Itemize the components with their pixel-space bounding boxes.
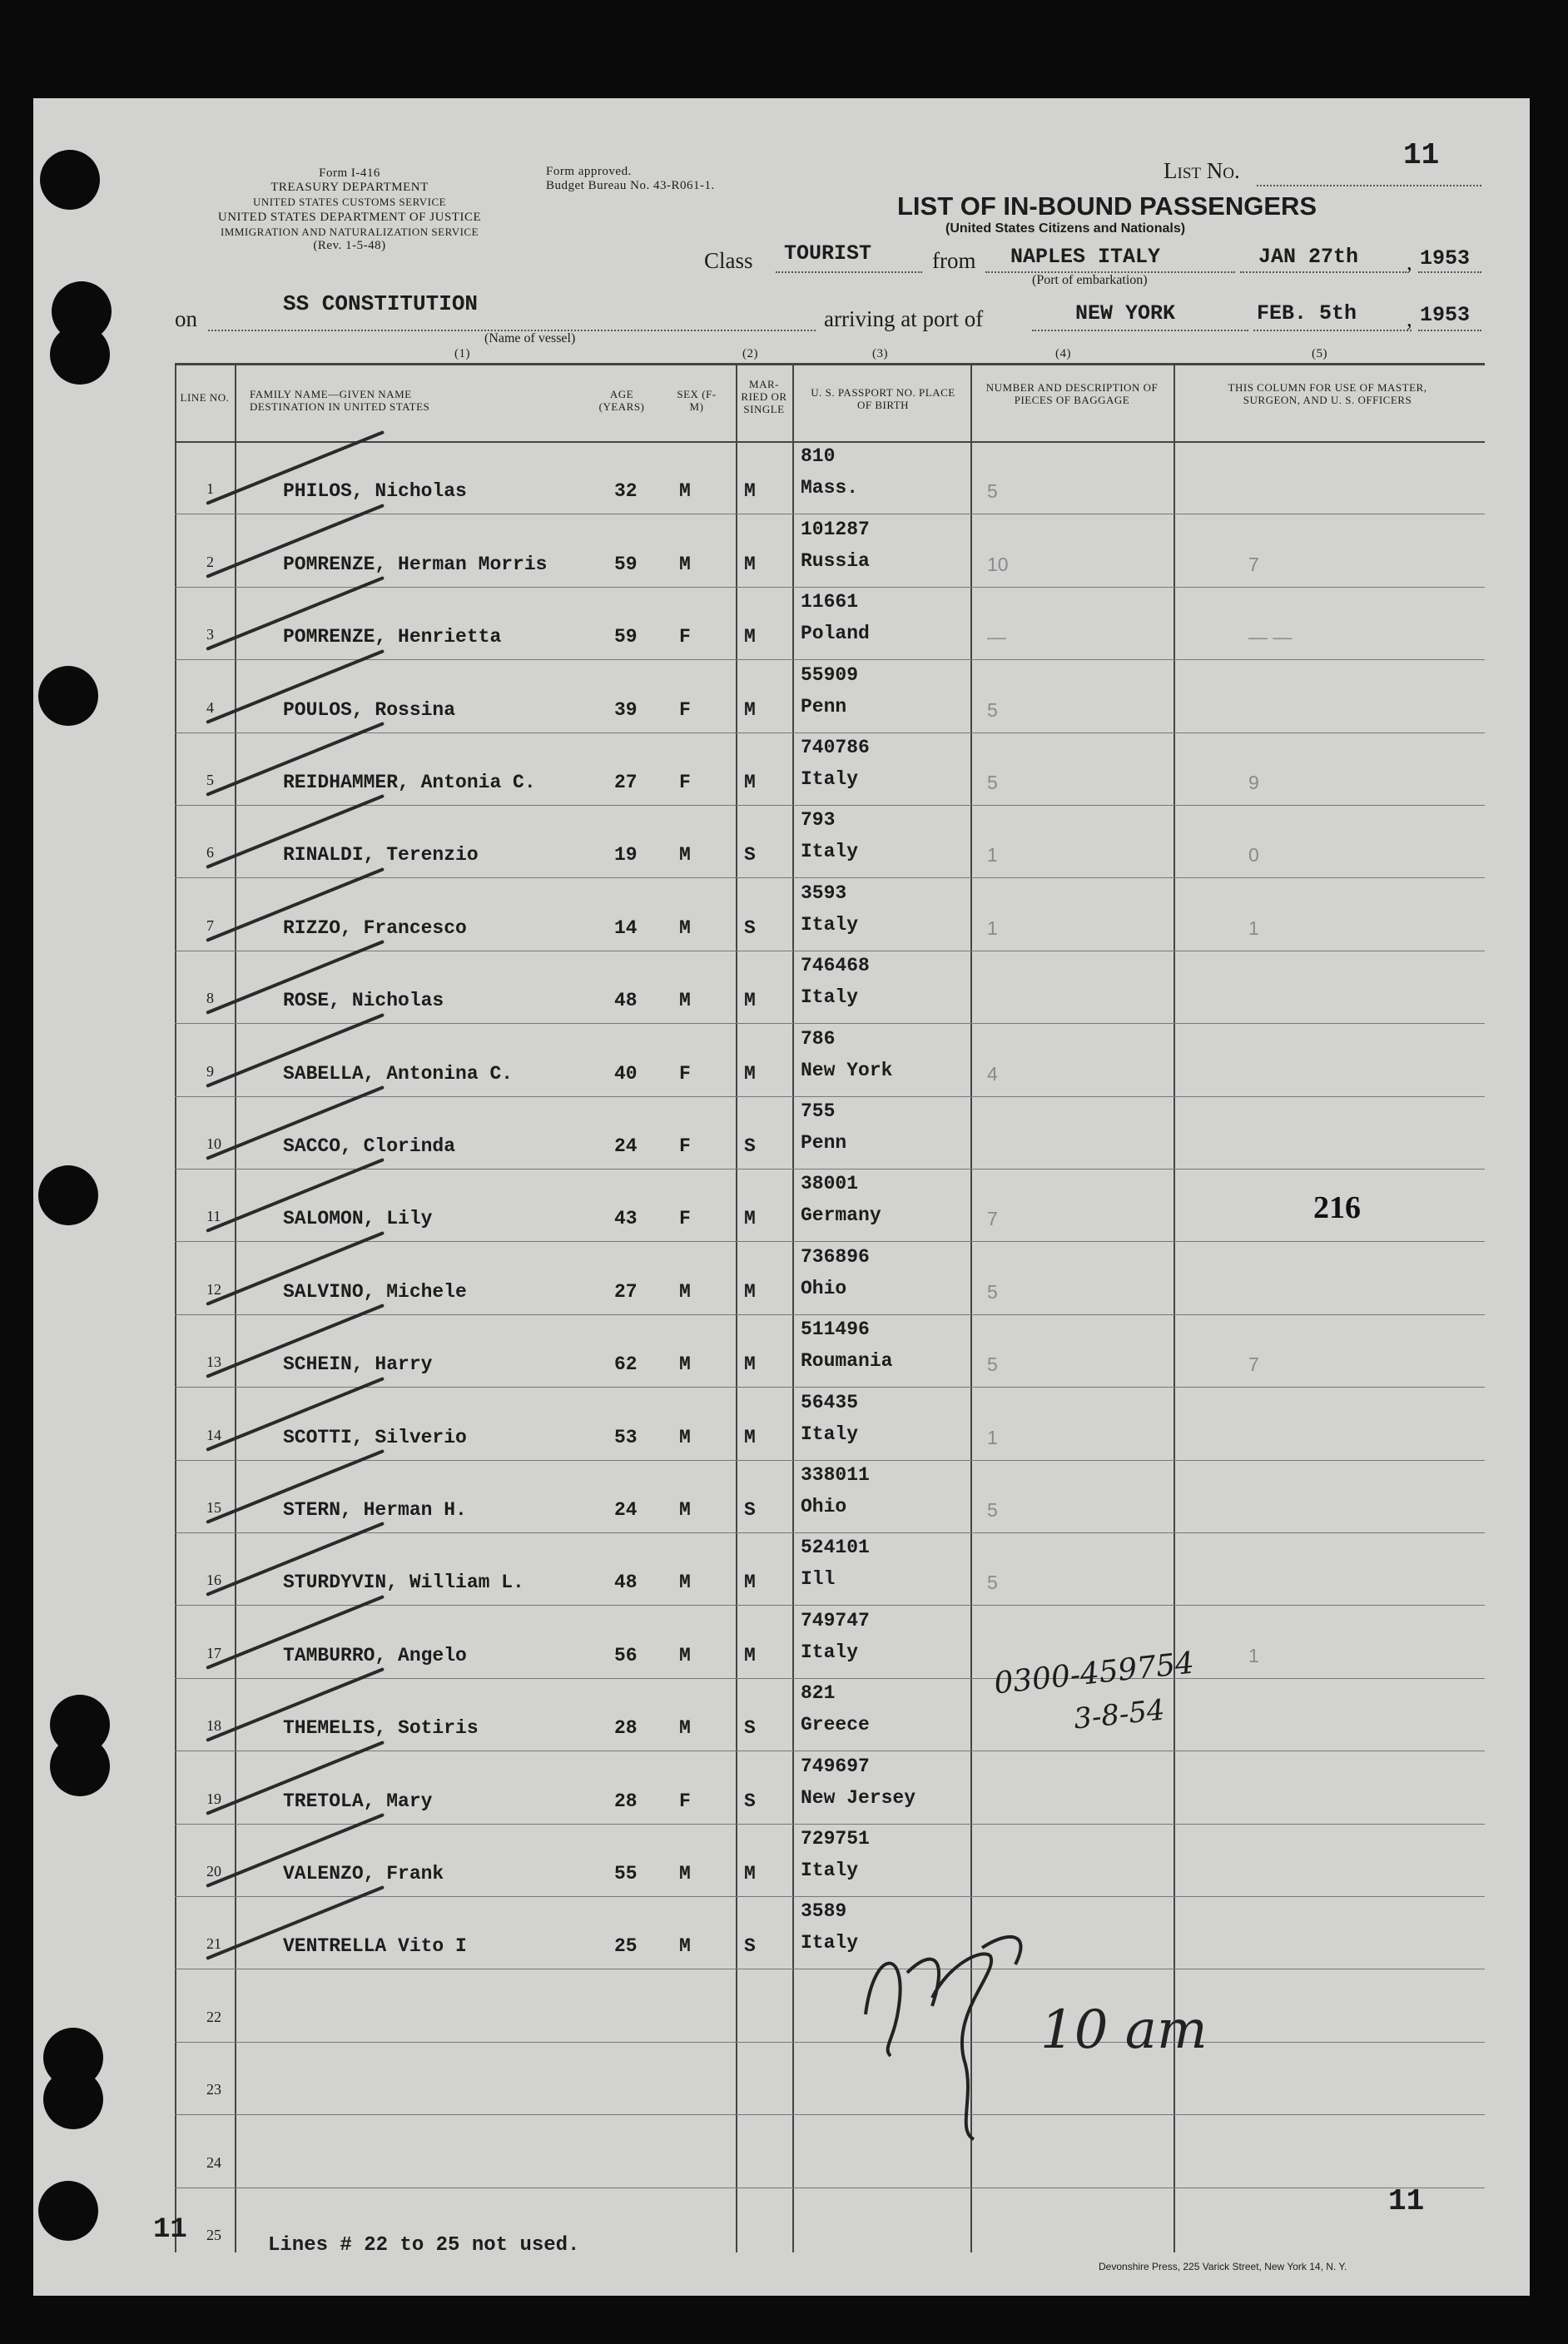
passenger-sex: F (679, 1062, 691, 1085)
passenger-name: POULOS, Rossina (283, 698, 456, 721)
line-number: 18 (206, 1717, 221, 1735)
col-head-age: AGE (YEARS) (598, 388, 645, 413)
passenger-age: 27 (614, 772, 638, 793)
passenger-name: SABELLA, Antonina C. (283, 1062, 514, 1085)
manifest-page (33, 98, 1530, 2296)
row-divider (175, 659, 1485, 660)
place-of-birth: Italy (801, 1641, 859, 1663)
baggage-count: 5 (987, 698, 998, 721)
marital-status: S (744, 844, 756, 867)
marital-status: M (744, 1208, 756, 1230)
baggage-count: 10 (987, 553, 1009, 575)
officer-note: 9 (1248, 772, 1259, 793)
colnum-2: (2) (742, 347, 758, 360)
depart-year-line (1418, 271, 1481, 273)
passport-number: 511496 (801, 1318, 870, 1341)
form-agency-block (166, 166, 533, 253)
place-of-birth: Italy (801, 986, 859, 1009)
passenger-name: SCOTTI, Silverio (283, 1426, 467, 1448)
signature-time: 10 am (1040, 1999, 1208, 2061)
arrival-year-line (1418, 330, 1481, 331)
line-number: 9 (206, 1062, 214, 1080)
place-of-birth: Italy (801, 1860, 859, 1881)
row-divider (175, 1532, 1485, 1533)
passenger-sex: F (679, 698, 691, 721)
place-of-birth: Italy (801, 1423, 859, 1445)
arriving-label: arriving at port of (824, 306, 984, 331)
passenger-age: 40 (614, 1062, 638, 1085)
col-head-sex: SEX (F-M) (677, 388, 717, 413)
comma: , (1407, 250, 1412, 275)
line-number: 25 (206, 2227, 221, 2243)
passenger-name: SALVINO, Michele (283, 1280, 467, 1303)
place-of-birth: Ill (801, 1568, 836, 1591)
place-of-birth: Germany (801, 1204, 881, 1227)
row-divider (175, 1824, 1485, 1825)
line-number: 7 (206, 916, 214, 934)
marital-status: S (744, 1717, 756, 1740)
dept-justice: UNITED STATES DEPARTMENT OF JUSTICE (217, 211, 482, 224)
passenger-name: REIDHAMMER, Antonia C. (283, 772, 536, 793)
row-divider (175, 2042, 1485, 2043)
line-number: 14 (206, 1426, 221, 1443)
line-number: 5 (206, 772, 214, 788)
passport-number: 810 (801, 445, 836, 468)
place-of-birth: Ohio (801, 1496, 847, 1517)
passenger-sex: M (679, 1280, 691, 1303)
footer-note: Lines # 22 to 25 not used. (268, 2234, 580, 2257)
passenger-name: POMRENZE, Henrietta (283, 626, 502, 648)
passenger-name: PHILOS, Nicholas (283, 480, 467, 503)
colnum-3: (3) (872, 347, 888, 360)
marital-status: S (744, 1790, 756, 1812)
row-divider (175, 1023, 1485, 1024)
line-number: 3 (206, 626, 214, 643)
form-approval (546, 165, 715, 193)
passenger-sex: M (679, 1499, 691, 1521)
passport-number: 746468 (801, 955, 870, 977)
passenger-name: RIZZO, Francesco (283, 916, 467, 939)
printer-imprint: Devonshire Press, 225 Varick Street, New York 14, N. Y. (1099, 2261, 1347, 2272)
passport-number: 729751 (801, 1828, 870, 1850)
officer-note: 1 (1248, 1644, 1259, 1666)
marital-status: M (744, 1644, 756, 1666)
baggage-count: 5 (987, 1280, 998, 1303)
depart-date: JAN 27th (1258, 245, 1359, 269)
arrival-date-line (1253, 330, 1412, 331)
passport-number: 55909 (801, 663, 859, 686)
passport-number: 38001 (801, 1173, 859, 1195)
marital-status: S (744, 1935, 756, 1958)
arrival-port: NEW YORK (1075, 301, 1176, 325)
table-head-rule (175, 441, 1485, 443)
passport-number: 786 (801, 1027, 836, 1050)
passenger-age: 59 (614, 626, 638, 648)
passenger-age: 25 (614, 1935, 638, 1958)
line-number: 15 (206, 1499, 221, 1516)
passenger-sex: M (679, 990, 691, 1012)
passenger-name: VENTRELLA Vito I (283, 1935, 467, 1958)
row-divider (175, 1678, 1485, 1679)
comma: , (1407, 306, 1412, 331)
row-divider (175, 587, 1485, 588)
passenger-age: 43 (614, 1208, 638, 1230)
page-subtitle: (United States Citizens and Nationals) (945, 221, 1186, 236)
passenger-age: 53 (614, 1426, 638, 1448)
passenger-age: 32 (614, 480, 638, 503)
page-title: LIST OF IN-BOUND PASSENGERS (897, 191, 1317, 221)
passenger-age: 59 (614, 553, 638, 575)
line-number: 1 (206, 480, 214, 498)
place-of-birth: Italy (801, 768, 859, 790)
col-head-line-no: LINE NO. (180, 391, 230, 404)
marital-status: S (744, 1499, 756, 1521)
binder-hole (40, 150, 100, 210)
class-label: Class (704, 248, 753, 273)
binder-hole (38, 666, 98, 726)
col-head-baggage: NUMBER AND DESCRIPTION OF PIECES OF BAGGAGE (985, 381, 1159, 406)
line-number: 13 (206, 1353, 221, 1371)
marital-status: M (744, 1062, 756, 1085)
place-of-birth: Poland (801, 623, 870, 645)
dept-treasury: TREASURY DEPARTMENT (270, 181, 429, 194)
passenger-age: 14 (614, 916, 638, 939)
passport-number: 821 (801, 1682, 836, 1705)
col-head-married: MAR-RIED OR SINGLE (741, 378, 787, 415)
passenger-sex: M (679, 1572, 691, 1594)
on-label: on (175, 306, 197, 331)
row-divider (175, 1387, 1485, 1388)
line-number: 17 (206, 1644, 221, 1661)
dept-treasury-sub: UNITED STATES CUSTOMS SERVICE (252, 196, 447, 208)
passenger-sex: M (679, 1935, 691, 1958)
passport-number: 101287 (801, 518, 870, 540)
vessel-caption: (Name of vessel) (484, 331, 576, 345)
depart-year: 1953 (1420, 246, 1471, 271)
passenger-sex: M (679, 1717, 691, 1740)
line-number: 21 (206, 1935, 221, 1953)
col-head-name-line1: FAMILY NAME—GIVEN NAME (250, 388, 412, 400)
place-of-birth: Greece (801, 1714, 870, 1736)
passport-number: 749697 (801, 1755, 870, 1777)
row-divider (175, 1314, 1485, 1315)
col-head-officers: THIS COLUMN FOR USE OF MASTER, SURGEON, AND U. S. OFFICERS (1228, 381, 1427, 406)
officer-note: 1 (1248, 916, 1259, 939)
form-approved: Form approved. (546, 165, 632, 178)
signature (849, 1898, 1248, 2148)
row-divider (175, 805, 1485, 806)
baggage-count: 1 (987, 844, 998, 867)
row-divider (175, 1460, 1485, 1461)
vessel-name: SS CONSTITUTION (283, 291, 479, 316)
list-no-label: List No. (1164, 158, 1240, 183)
passenger-sex: F (679, 626, 691, 648)
baggage-count: 1 (987, 1426, 998, 1448)
passenger-age: 56 (614, 1644, 638, 1666)
place-of-birth: Italy (801, 913, 859, 936)
binder-hole (38, 1165, 98, 1225)
arrival-year: 1953 (1420, 303, 1471, 327)
line-number: 23 (206, 2081, 221, 2098)
passport-number: 524101 (801, 1537, 870, 1559)
place-of-birth: Russia (801, 549, 870, 572)
row-divider (175, 1096, 1485, 1097)
officer-note: 0 (1248, 844, 1259, 867)
stamp-right: 11 (1388, 2184, 1425, 2218)
passenger-name: SALOMON, Lily (283, 1208, 433, 1230)
list-no-value: 11 (1403, 138, 1440, 172)
from-port: NAPLES ITALY (1010, 245, 1161, 269)
officer-note: 7 (1248, 553, 1259, 575)
dept-justice-sub: IMMIGRATION AND NATURALIZATION SERVICE (220, 226, 479, 238)
passenger-name: RINALDI, Terenzio (283, 844, 479, 867)
handwritten-file-number: 0300-459754 (992, 1646, 1196, 1701)
passenger-age: 39 (614, 698, 638, 721)
officer-note: 7 (1248, 1353, 1259, 1376)
baggage-count: 1 (987, 916, 998, 939)
officer-note: 216 (1313, 1190, 1361, 1226)
baggage-count: 5 (987, 1353, 998, 1376)
colnum-1: (1) (454, 347, 470, 360)
passenger-sex: M (679, 1426, 691, 1448)
row-divider (175, 1241, 1485, 1242)
place-of-birth: Ohio (801, 1277, 847, 1299)
passport-number: 338011 (801, 1464, 870, 1486)
passport-number: 755 (801, 1100, 836, 1122)
line-number: 22 (206, 2008, 221, 2025)
col-head-passport: U. S. PASSPORT NO. PLACE OF BIRTH (811, 386, 955, 411)
officer-note: — — (1248, 626, 1293, 648)
passenger-name: TAMBURRO, Angelo (283, 1644, 467, 1666)
passenger-age: 62 (614, 1353, 638, 1376)
port-embark-caption: (Port of embarkation) (1032, 273, 1148, 287)
colnum-4: (4) (1055, 347, 1071, 360)
passenger-name: SCHEIN, Harry (283, 1353, 433, 1376)
marital-status: M (744, 1280, 756, 1303)
colnum-5: (5) (1312, 347, 1327, 360)
row-divider (175, 1896, 1485, 1897)
passenger-age: 55 (614, 1863, 638, 1885)
passport-number: 3593 (801, 881, 847, 904)
line-number: 11 (206, 1208, 221, 1225)
col-head-name (250, 388, 429, 413)
form-revision: (Rev. 1-5-48) (313, 239, 386, 252)
place-of-birth: Penn (801, 695, 847, 718)
passenger-sex: M (679, 1863, 691, 1885)
class-value: TOURIST (784, 241, 872, 266)
line-number: 20 (206, 1863, 221, 1880)
passenger-age: 28 (614, 1717, 638, 1740)
passenger-sex: M (679, 916, 691, 939)
row-divider (175, 1169, 1485, 1170)
marital-status: S (744, 1135, 756, 1157)
baggage-count: 5 (987, 772, 998, 793)
passenger-name: TRETOLA, Mary (283, 1790, 433, 1812)
passenger-age: 28 (614, 1790, 638, 1812)
passenger-age: 24 (614, 1499, 638, 1521)
passenger-sex: F (679, 1208, 691, 1230)
passenger-sex: F (679, 1790, 691, 1812)
passenger-name: THEMELIS, Sotiris (283, 1717, 479, 1740)
stamp-left: 11 (153, 2214, 187, 2246)
budget-bureau: Budget Bureau No. 43-R061-1. (546, 179, 715, 192)
place-of-birth: Roumania (801, 1350, 893, 1373)
passport-number: 56435 (801, 1391, 859, 1413)
arrival-port-line (1032, 330, 1248, 331)
marital-status: M (744, 553, 756, 575)
baggage-count: — (987, 626, 1006, 648)
marital-status: M (744, 1353, 756, 1376)
passenger-name: SACCO, Clorinda (283, 1135, 456, 1157)
table-top-rule (175, 363, 1485, 365)
line-number: 16 (206, 1572, 221, 1589)
line-number: 10 (206, 1135, 221, 1152)
passenger-age: 48 (614, 990, 638, 1012)
binder-hole (50, 325, 110, 385)
marital-status: M (744, 1863, 756, 1885)
passenger-age: 24 (614, 1135, 638, 1157)
binder-hole (43, 2069, 103, 2129)
class-line (776, 271, 922, 273)
place-of-birth: New York (801, 1059, 893, 1081)
passenger-sex: F (679, 1135, 691, 1157)
from-label: from (932, 248, 976, 273)
passenger-name: VALENZO, Frank (283, 1863, 444, 1885)
baggage-count: 5 (987, 1572, 998, 1594)
passenger-age: 19 (614, 844, 638, 867)
line-number: 12 (206, 1280, 221, 1298)
passport-number: 793 (801, 809, 836, 832)
place-of-birth: Penn (801, 1132, 847, 1154)
passenger-sex: M (679, 480, 691, 503)
passenger-sex: F (679, 772, 691, 793)
line-number: 2 (206, 553, 214, 570)
line-number: 6 (206, 844, 214, 862)
passport-number: 740786 (801, 737, 870, 758)
depart-date-line (1240, 271, 1407, 273)
line-number: 8 (206, 990, 214, 1007)
marital-status: M (744, 480, 756, 503)
marital-status: M (744, 1572, 756, 1594)
passport-number: 736896 (801, 1245, 870, 1268)
marital-status: M (744, 698, 756, 721)
line-number: 4 (206, 698, 214, 716)
list-no-line (1257, 185, 1481, 186)
passenger-age: 48 (614, 1572, 638, 1594)
marital-status: M (744, 1426, 756, 1448)
row-divider (175, 877, 1485, 878)
place-of-birth: Italy (801, 841, 859, 863)
marital-status: M (744, 772, 756, 793)
passenger-sex: M (679, 844, 691, 867)
arrival-date: FEB. 5th (1257, 301, 1357, 325)
baggage-count: 7 (987, 1208, 998, 1230)
passport-number: 749747 (801, 1609, 870, 1631)
passport-number: 3589 (801, 1900, 847, 1923)
passenger-name: POMRENZE, Herman Morris (283, 553, 548, 575)
handwritten-date: 3-8-54 (1072, 1693, 1167, 1736)
place-of-birth: Mass. (801, 477, 859, 499)
baggage-count: 5 (987, 1499, 998, 1521)
line-number: 24 (206, 2153, 221, 2171)
col-head-destination: DESTINATION IN UNITED STATES (250, 400, 430, 413)
passenger-sex: M (679, 553, 691, 575)
place-of-birth: Italy (801, 1932, 859, 1954)
form-number: Form I-416 (319, 166, 380, 180)
passport-number: 11661 (801, 591, 859, 613)
passenger-sex: M (679, 1644, 691, 1666)
marital-status: M (744, 626, 756, 648)
marital-status: M (744, 990, 756, 1012)
passenger-sex: M (679, 1353, 691, 1376)
binder-hole (38, 2181, 98, 2241)
passenger-name: ROSE, Nicholas (283, 990, 444, 1012)
row-divider (175, 2114, 1485, 2115)
place-of-birth: New Jersey (801, 1786, 916, 1809)
baggage-count: 5 (987, 480, 998, 503)
passenger-age: 27 (614, 1280, 638, 1303)
baggage-count: 4 (987, 1062, 998, 1085)
binder-hole (50, 1736, 110, 1796)
passenger-name: STURDYVIN, William L. (283, 1572, 524, 1594)
marital-status: S (744, 916, 756, 939)
line-number: 19 (206, 1790, 221, 1807)
row-divider (175, 732, 1485, 733)
row-divider (175, 1605, 1485, 1606)
passenger-name: STERN, Herman H. (283, 1499, 467, 1521)
